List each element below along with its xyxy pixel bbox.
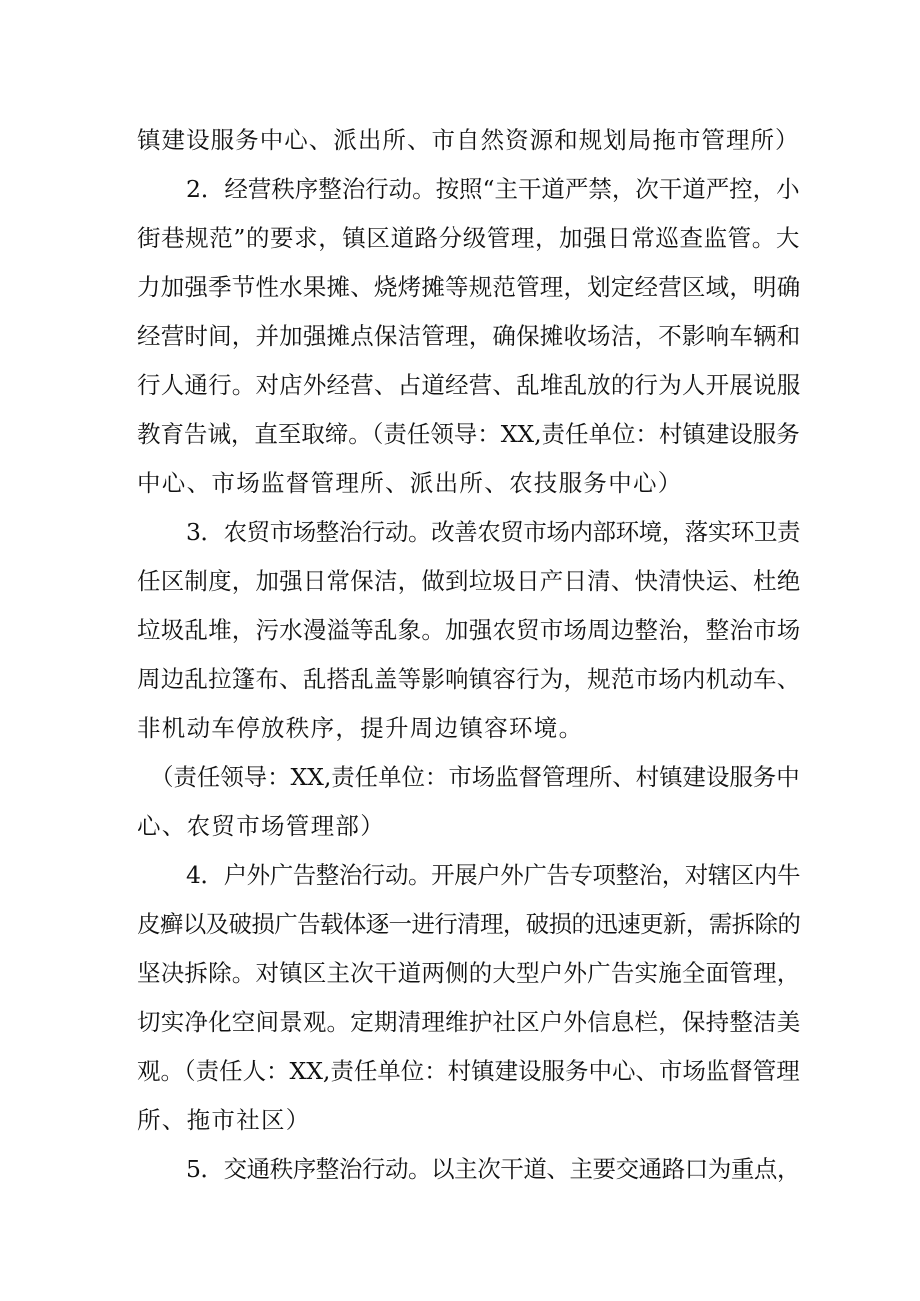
text-line: 镇建设服务中心、派出所、市自然资源和规划局拖市管理所） [137, 126, 800, 154]
text-line: 非机动车停放秩序，提升周边镇容环境。 [137, 714, 584, 742]
text-line: 力加强季节性水果摊、烧烤摊等规范管理，划定经营区域，明确 [137, 273, 801, 301]
text-line: 3．农贸市场整治行动。改善农贸市场内部环境，落实环卫责 [186, 518, 801, 546]
text-line: 心、农贸市场管理部） [137, 812, 385, 840]
text-line: 中心、市场监督管理所、派出所、农技服务中心） [137, 469, 683, 497]
text-line: 5．交通秩序整治行动。以主次干道、主要交通路口为重点， [186, 1155, 801, 1183]
text-line: 行人通行。对店外经营、占道经营、乱堆乱放的行为人开展说服 [137, 371, 801, 399]
text-line: 所、拖市社区） [137, 1106, 311, 1134]
text-line: 坚决拆除。对镇区主次干道两侧的大型户外广告实施全面管理， [137, 959, 801, 987]
text-line: 2．经营秩序整治行动。按照“主干道严禁，次干道严控，小 [186, 175, 800, 203]
text-line: 经营时间，并加强摊点保洁管理，确保摊收场洁，不影响车辆和 [137, 322, 801, 350]
text-line: 4．户外广告整治行动。开展户外广告专项整治，对辖区内牛 [186, 861, 801, 889]
text-line: 街巷规范”的要求，镇区道路分级管理，加强日常巡查监管。大 [137, 224, 800, 252]
text-line: 皮癣以及破损广告载体逐一进行清理，破损的迅速更新，需拆除的 [137, 910, 801, 938]
text-line: 任区制度，加强日常保洁，做到垃圾日产日清、快清快运、杜绝 [137, 567, 801, 595]
text-line: 切实净化空间景观。定期清理维护社区户外信息栏，保持整洁美 [137, 1008, 801, 1036]
text-line: 垃圾乱堆，污水漫溢等乱象。加强农贸市场周边整治，整治市场 [137, 616, 801, 644]
text-line: 教育告诫，直至取缔。（责任领导：XX,责任单位：村镇建设服务 [137, 420, 800, 448]
text-line: 观。（责任人：XX,责任单位：村镇建设服务中心、市场监督管理 [137, 1057, 800, 1085]
text-line: 周边乱拉篷布、乱搭乱盖等影响镇容行为，规范市场内机动车、 [137, 665, 801, 693]
text-line: （责任领导：XX,责任单位：市场监督管理所、村镇建设服务中 [150, 763, 800, 791]
